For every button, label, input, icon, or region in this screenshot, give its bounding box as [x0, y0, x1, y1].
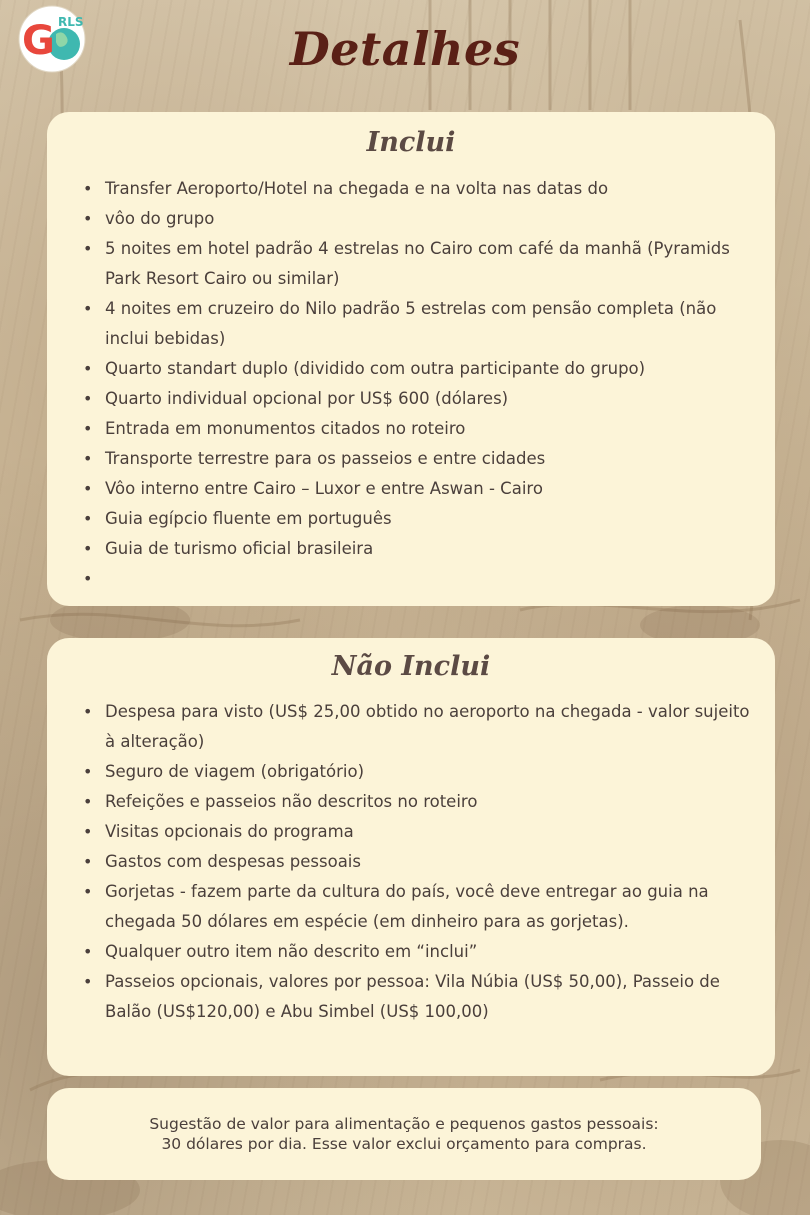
- list-item: • Visitas opcionais do programa: [83, 817, 751, 847]
- list-item: • Seguro de viagem (obrigatório): [83, 757, 751, 787]
- inclui-card: [47, 112, 775, 606]
- list-item: • Refeições e passeios não descritos no roteiro: [83, 787, 751, 817]
- nao-inclui-card: [47, 638, 775, 1076]
- list-item: • Vôo interno entre Cairo – Luxor e entre Aswan - Cairo: [83, 474, 751, 504]
- list-item: • Passeios opcionais, valores por pessoa: Vila Núbia (US$ 50,00), Passeio de Balão (US$120,00) e Abu Simbel (US$ 100,00): [83, 967, 751, 1027]
- list-item: • Guia egípcio fluente em português: [83, 504, 751, 534]
- list-item: • Quarto individual opcional por US$ 600 (dólares): [83, 384, 751, 414]
- logo-text: RLS: [58, 15, 84, 29]
- note-line-2: 30 dólares por dia. Esse valor exclui orçamento para compras.: [161, 1135, 647, 1153]
- list-item: • Entrada em monumentos citados no roteiro: [83, 414, 751, 444]
- note-line-1: Sugestão de valor para alimentação e pequenos gastos pessoais:: [149, 1115, 659, 1133]
- list-item: • Gorjetas - fazem parte da cultura do país, você deve entregar ao guia na chegada 50 dólares em espécie (em dinheiro para as gorjetas).: [83, 877, 751, 937]
- inclui-list: [83, 174, 751, 564]
- nao-inclui-title: Não Inclui: [331, 651, 491, 682]
- list-item: • Transfer Aeroporto/Hotel na chegada e na volta nas datas do: [83, 174, 751, 204]
- list-item: • 5 noites em hotel padrão 4 estrelas no Cairo com café da manhã (Pyramids Park Resort Cairo ou similar): [83, 234, 751, 294]
- list-item: • Transporte terrestre para os passeios e entre cidades: [83, 444, 751, 474]
- inclui-title: Inclui: [366, 127, 456, 158]
- list-item: • Guia de turismo oficial brasileira: [83, 534, 751, 564]
- logo-letter: G: [22, 18, 55, 64]
- page-title: Detalhes: [289, 22, 521, 76]
- nao-inclui-list: [83, 697, 751, 1027]
- list-item: • 4 noites em cruzeiro do Nilo padrão 5 estrelas com pensão completa (não inclui bebidas): [83, 294, 751, 354]
- list-item: • Qualquer outro item não descrito em “inclui”: [83, 937, 751, 967]
- list-item: • Despesa para visto (US$ 25,00 obtido no aeroporto na chegada - valor sujeito à alteração): [83, 697, 751, 757]
- list-item: • Gastos com despesas pessoais: [83, 847, 751, 877]
- list-item: • Quarto standart duplo (dividido com outra participante do grupo): [83, 354, 751, 384]
- budget-note-card: [47, 1088, 761, 1180]
- list-item: • vôo do grupo: [83, 204, 751, 234]
